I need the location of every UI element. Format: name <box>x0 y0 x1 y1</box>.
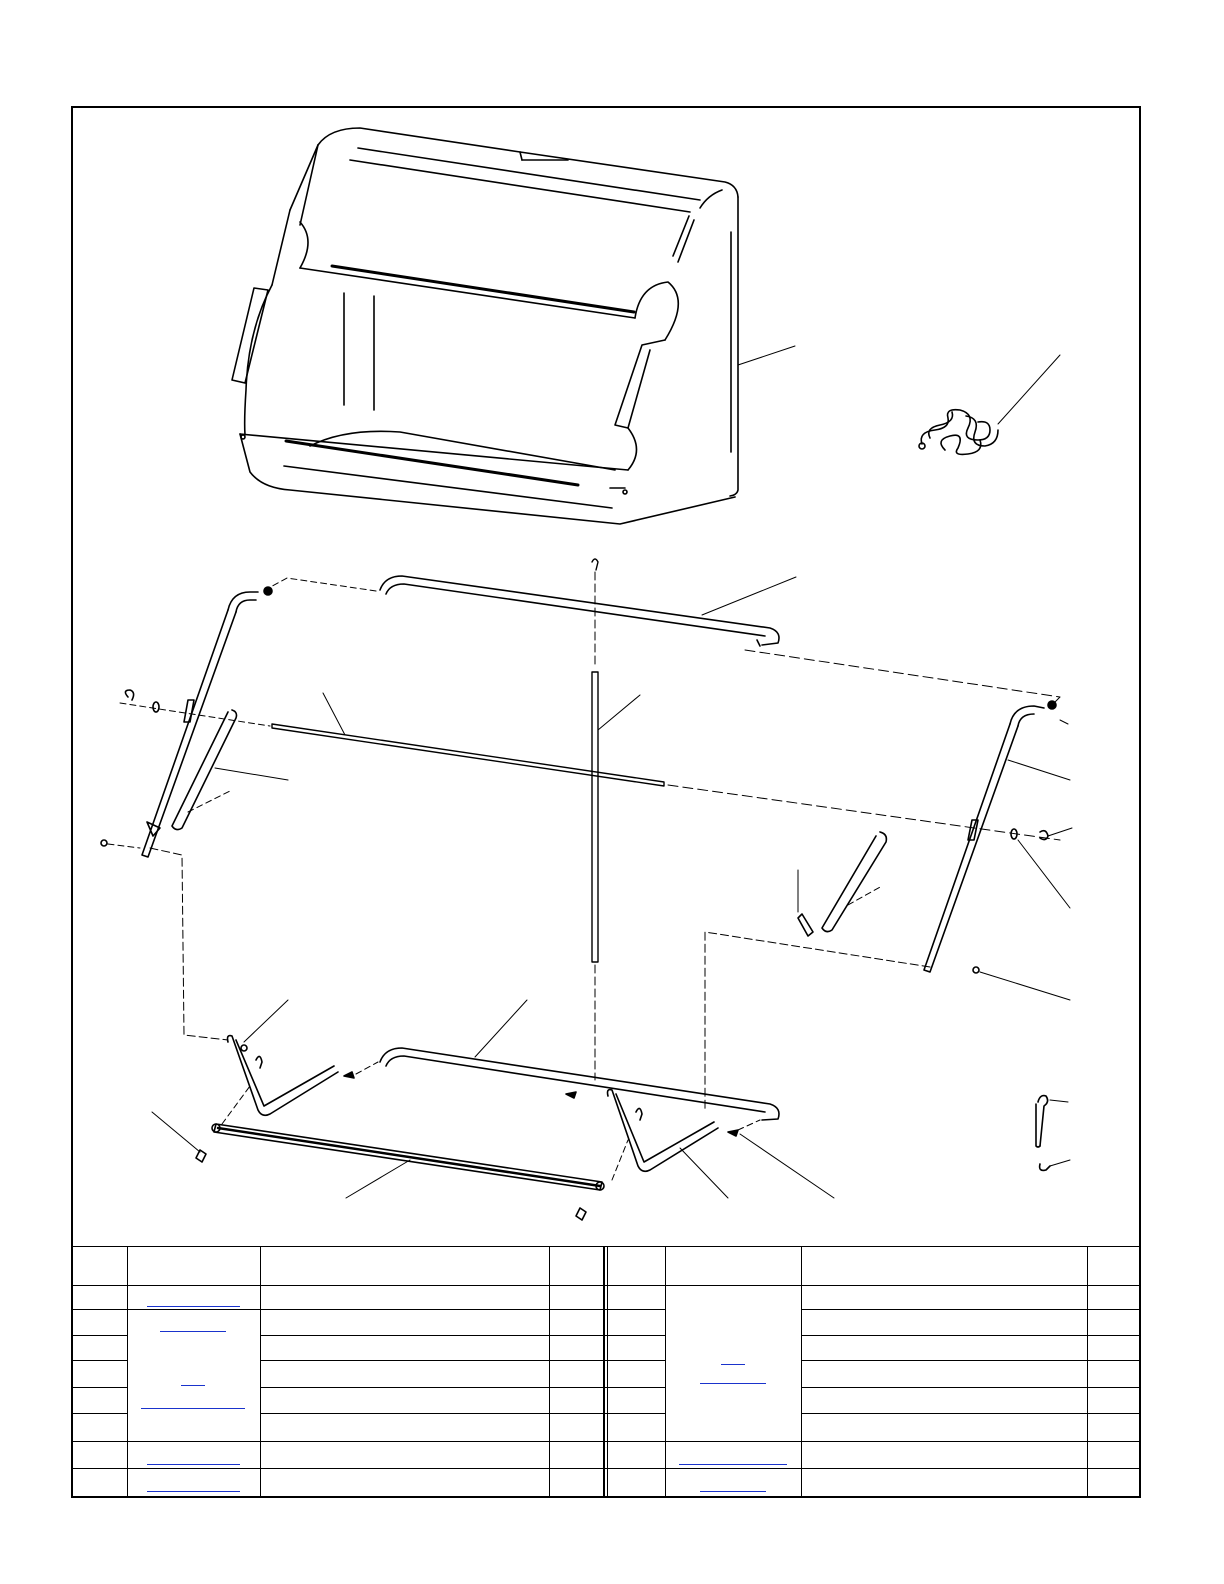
table-row-line <box>607 1413 665 1414</box>
table-col-line <box>604 1246 605 1498</box>
table-row-line <box>260 1335 607 1336</box>
part-number-link[interactable] <box>679 1452 787 1465</box>
part-number-link[interactable] <box>141 1396 245 1409</box>
table-row-line <box>71 1387 127 1388</box>
table-col-line <box>801 1246 802 1498</box>
table-row-line <box>71 1360 127 1361</box>
table-row-line <box>801 1413 1141 1414</box>
part-number-link[interactable] <box>160 1319 226 1332</box>
table-row-line <box>607 1387 665 1388</box>
top-frame <box>265 576 1060 705</box>
spring <box>919 355 1060 454</box>
part-number-link[interactable] <box>147 1452 240 1465</box>
table-row-line <box>607 1309 665 1310</box>
table-row-line <box>260 1413 607 1414</box>
cross-rod <box>120 693 1060 840</box>
hairpin-pin <box>1036 1096 1070 1171</box>
table-row-line <box>801 1309 1141 1310</box>
table-col-line <box>549 1246 550 1498</box>
table-row-line <box>801 1387 1141 1388</box>
vertical-rod <box>592 559 640 1080</box>
table-row-line <box>71 1413 127 1414</box>
table-row-line <box>801 1360 1141 1361</box>
part-number-link[interactable] <box>700 1479 766 1492</box>
table-col-line <box>260 1246 261 1498</box>
table-row-line <box>260 1360 607 1361</box>
part-number-link[interactable] <box>721 1352 745 1365</box>
part-number-link[interactable] <box>181 1373 205 1386</box>
table-row-line <box>71 1441 607 1442</box>
table-row-line <box>607 1335 665 1336</box>
table-center-divider <box>603 1246 604 1498</box>
part-number-link[interactable] <box>700 1371 766 1384</box>
left-side-frame <box>101 587 288 1040</box>
parts-table-right <box>607 1246 1141 1498</box>
table-row-line <box>260 1387 607 1388</box>
front-bar <box>152 1112 604 1220</box>
table-col-line <box>1087 1246 1088 1498</box>
table-center-divider <box>607 1246 608 1498</box>
table-col-line <box>127 1246 128 1498</box>
parts-table-left <box>71 1246 607 1498</box>
table-row-line <box>71 1468 607 1469</box>
table-row-line <box>71 1309 607 1310</box>
table-col-line <box>665 1246 666 1498</box>
bottom-frame <box>222 1000 834 1198</box>
table-row-line <box>607 1468 1141 1469</box>
right-side-frame <box>705 701 1072 1112</box>
part-number-link[interactable] <box>147 1294 240 1307</box>
table-row-line <box>607 1441 1141 1442</box>
table-row-line <box>71 1335 127 1336</box>
table-row-line <box>801 1335 1141 1336</box>
part-number-link[interactable] <box>147 1479 240 1492</box>
bag-housing <box>232 128 795 524</box>
parts-table <box>71 1246 1141 1498</box>
table-row-line <box>607 1360 665 1361</box>
